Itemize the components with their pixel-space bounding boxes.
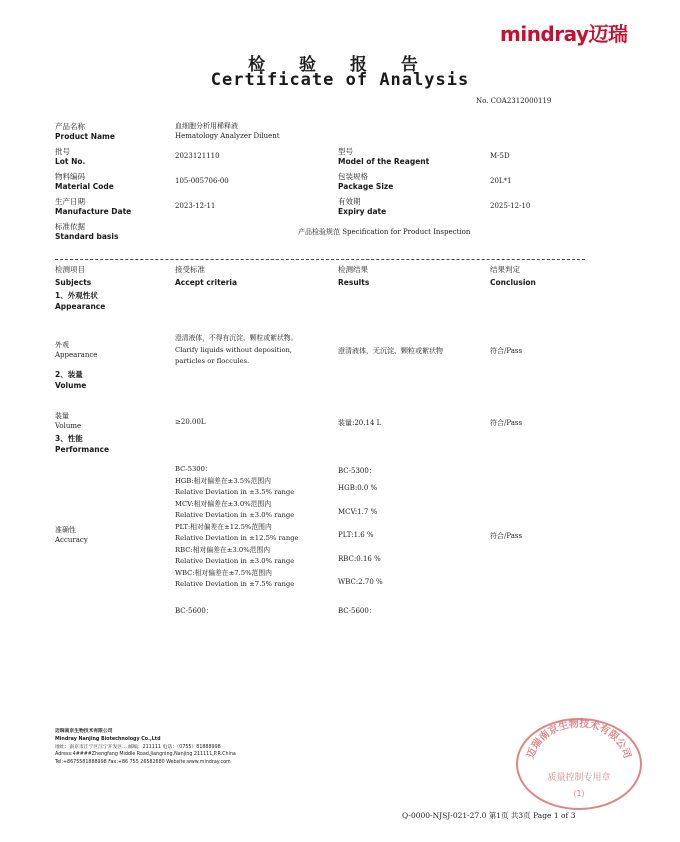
section-performance-cn: 3、性能: [55, 434, 83, 443]
criteria-model-heading: BC-5300：: [175, 465, 212, 473]
package-label-en: Package Size: [338, 182, 394, 191]
lot-label-en: Lot No.: [55, 157, 86, 166]
section-performance-en: Performance: [55, 445, 110, 454]
company-address-en: Adress:4####Zhengfang Middle Road,Jiangning,Nanjing 211111,P.R.China: [55, 752, 236, 758]
wbc-result: WBC:2.70 %: [338, 578, 383, 586]
document-number: No. COA2312000119: [476, 97, 552, 105]
appearance-criteria-line: 澄清液体，不得有沉淀、颗粒或絮状物。: [175, 334, 298, 342]
volume-subject-en: Volume: [55, 422, 82, 430]
model-value: M-5D: [490, 152, 510, 160]
expiry-label-en: Expiry date: [338, 207, 387, 216]
col-conclusion-cn: 结果判定: [490, 265, 520, 274]
company-name-en: Mindray Nanjing Biotechnology Co.,Ltd: [55, 736, 161, 742]
criteria-line: Relative Deviation in ±7.5% range: [175, 580, 295, 588]
criteria-model-heading-5600: BC-5600：: [175, 607, 213, 615]
section-divider: [55, 259, 585, 260]
appearance-result: 澄清液体，无沉淀、颗粒或絮状物: [338, 347, 443, 355]
appearance-criteria: [175, 333, 297, 368]
volume-result: 装量:20.14 L: [338, 419, 382, 427]
col-conclusion-en: Conclusion: [490, 278, 536, 287]
quality-control-stamp: [513, 712, 645, 812]
company-address-cn: 地址：南京市江宁区江宁开发区... 邮编：211111 电话：（0755）81888998: [55, 744, 221, 750]
lot-label-cn: 批号: [55, 147, 70, 156]
criteria-line: Relative Deviation in ±3.0% range: [175, 511, 295, 519]
rbc-result: RBC:0.16 %: [338, 555, 381, 563]
mcv-result: MCV:1.7 %: [338, 508, 378, 516]
criteria-line: Relative Deviation in ±3.0% range: [175, 557, 295, 565]
accuracy-subject-cn: 准确性: [55, 526, 76, 534]
mfg-date-value: 2023-12-11: [175, 202, 216, 210]
title-chinese: 检 验 报 告: [248, 55, 432, 75]
company-name-cn: 迈瑞南京生物技术有限公司: [55, 729, 113, 734]
mfg-date-label-cn: 生产日期: [55, 197, 85, 206]
company-footer: [55, 728, 236, 767]
model-label-en: Model of the Reagent: [338, 157, 430, 166]
volume-conclusion: 符合/Pass: [490, 419, 523, 427]
criteria-line: Relative Deviation in ±12.5% range: [175, 534, 299, 542]
material-label-en: Material Code: [55, 182, 114, 191]
appearance-conclusion: 符合/Pass: [490, 347, 523, 355]
stamp-number: (1): [573, 789, 585, 798]
stamp-arc-text: 迈瑞南京生物技术有限公司: [525, 718, 633, 760]
product-name-label-cn: 产品名称: [55, 122, 85, 131]
section-volume-cn: 2、装量: [55, 370, 83, 379]
col-criteria-cn: 接受标准: [175, 265, 205, 274]
company-contact: Tel:+8675581888998 Fax:+86 755 26582680 Website:www.mindray.com: [55, 760, 231, 766]
col-criteria-en: Accept criteria: [175, 278, 238, 287]
stamp-center-text: 质量控制专用章: [547, 773, 611, 783]
package-label-cn: 包装规格: [338, 172, 368, 181]
material-value: 105-005706-00: [175, 177, 229, 185]
volume-subject-cn: 装量: [55, 412, 69, 420]
appearance-subject-en: Appearance: [55, 351, 98, 359]
accuracy-conclusion: 符合/Pass: [490, 532, 523, 540]
standard-value: 产品检验规范 Specification for Product Inspection: [298, 228, 471, 236]
product-name-value-cn: 血细胞分析用稀释液: [175, 122, 238, 130]
criteria-line: WBC:相对偏差在±7.5%范围内: [175, 568, 272, 577]
col-subjects-en: Subjects: [55, 278, 92, 287]
volume-criteria: ≥20.00L: [175, 418, 206, 426]
col-results-cn: 检测结果: [338, 265, 368, 274]
result-model-heading: BC-5300：: [338, 467, 376, 475]
standard-label-cn: 标准依据: [55, 222, 85, 231]
model-label-cn: 型号: [338, 147, 353, 156]
col-results-en: Results: [338, 278, 370, 287]
appearance-criteria-line: particles or floccules.: [175, 357, 250, 365]
hgb-result: HGB:0.0 %: [338, 484, 378, 492]
section-appearance-cn: 1、外观性状: [55, 291, 98, 300]
section-volume-en: Volume: [55, 381, 87, 390]
appearance-subject-cn: 外观: [55, 341, 69, 349]
criteria-line: MCV:相对偏差在±3.0%范围内: [175, 499, 272, 508]
lot-value: 2023121110: [175, 152, 220, 160]
criteria-line: HGB:相对偏差在±3.5%范围内: [175, 476, 271, 485]
col-subjects-cn: 检测项目: [55, 265, 85, 274]
mfg-date-label-en: Manufacture Date: [55, 207, 132, 216]
page-info: Q-0000-NJSJ-021-27.0 第1页 共3页 Page 1 of 3: [402, 811, 576, 820]
material-label-cn: 物料编码: [55, 172, 85, 181]
mindray-logo: mindray迈瑞: [500, 22, 628, 46]
product-name-value-en: Hematology Analyzer Diluent: [175, 132, 280, 140]
section-appearance-en: Appearance: [55, 302, 106, 311]
accuracy-criteria: [175, 464, 299, 591]
criteria-line: Relative Deviation in ±3.5% range: [175, 488, 295, 496]
appearance-criteria-line: Clarify liquids without deposition,: [175, 345, 293, 354]
title-english: Certificate of Analysis: [210, 70, 470, 90]
standard-label-en: Standard basis: [55, 232, 119, 241]
criteria-line: PLT:相对偏差在±12.5%范围内: [175, 522, 272, 531]
accuracy-subject-en: Accuracy: [55, 536, 88, 544]
package-value: 20L*1: [490, 177, 512, 185]
plt-result: PLT:1.6 %: [338, 531, 374, 539]
criteria-line: RBC:相对偏差在±3.0%范围内: [175, 545, 271, 554]
product-name-label-en: Product Name: [55, 132, 115, 141]
expiry-label-cn: 有效期: [338, 197, 361, 206]
result-model-heading-5600: BC-5600：: [338, 607, 376, 615]
expiry-value: 2025-12-10: [490, 202, 531, 210]
